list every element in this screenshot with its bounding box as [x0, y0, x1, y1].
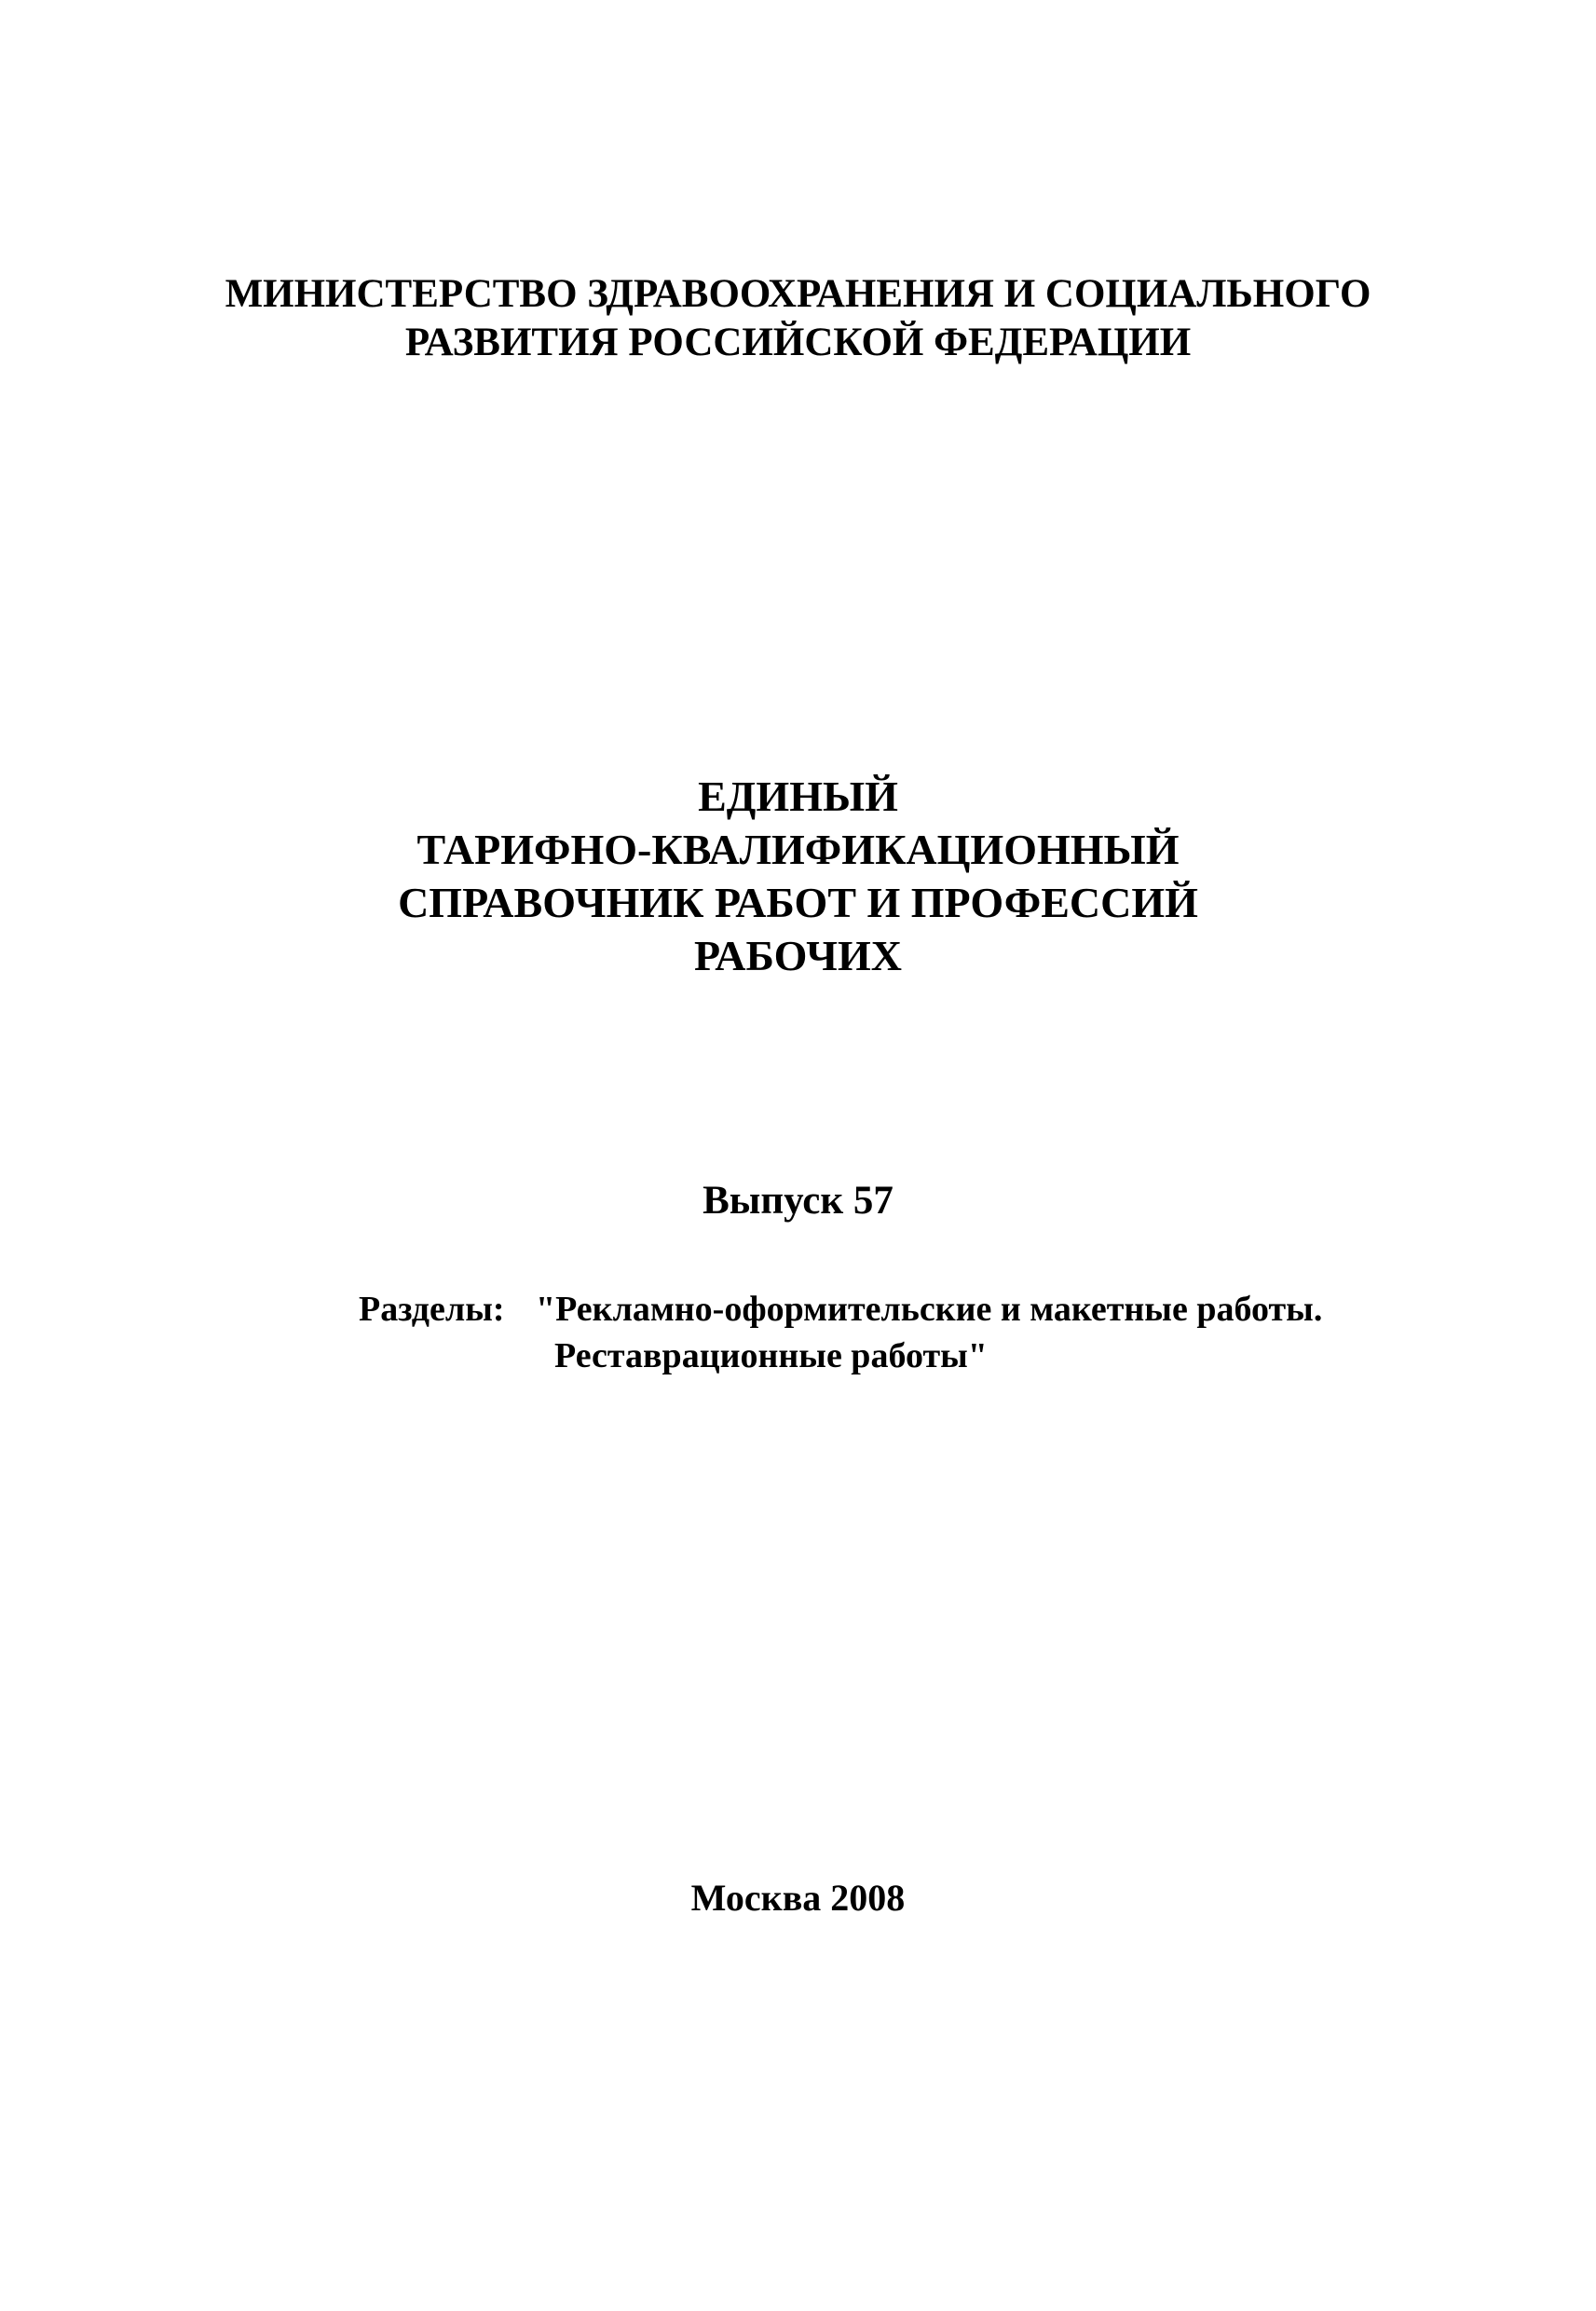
- title-line-3: СПРАВОЧНИК РАБОТ И ПРОФЕССИЙ: [398, 879, 1198, 926]
- ministry-line-2: РАЗВИТИЯ РОССИЙСКОЙ ФЕДЕРАЦИИ: [404, 321, 1192, 364]
- sections-label: Разделы:: [359, 1290, 505, 1329]
- title-line-2: ТАРИФНО-КВАЛИФИКАЦИОННЫЙ: [416, 826, 1180, 873]
- title-line-4: РАБОЧИХ: [694, 932, 902, 979]
- document-title: [0, 770, 1596, 982]
- sections-list: [359, 1286, 1514, 1379]
- sections-line-1: "Рекламно-оформительские и макетные работы.: [536, 1290, 1323, 1329]
- publication-place-year: Москва 2008: [690, 1877, 906, 1919]
- sections-line-2: Реставрационные работы": [554, 1336, 988, 1375]
- ministry-line-1: МИНИСТЕРСТВО ЗДРАВООХРАНЕНИЯ И СОЦИАЛЬНОГО: [225, 272, 1371, 316]
- title-line-1: ЕДИНЫЙ: [698, 773, 898, 820]
- issue-number: Выпуск 57: [703, 1179, 893, 1223]
- ministry-header: [0, 270, 1596, 367]
